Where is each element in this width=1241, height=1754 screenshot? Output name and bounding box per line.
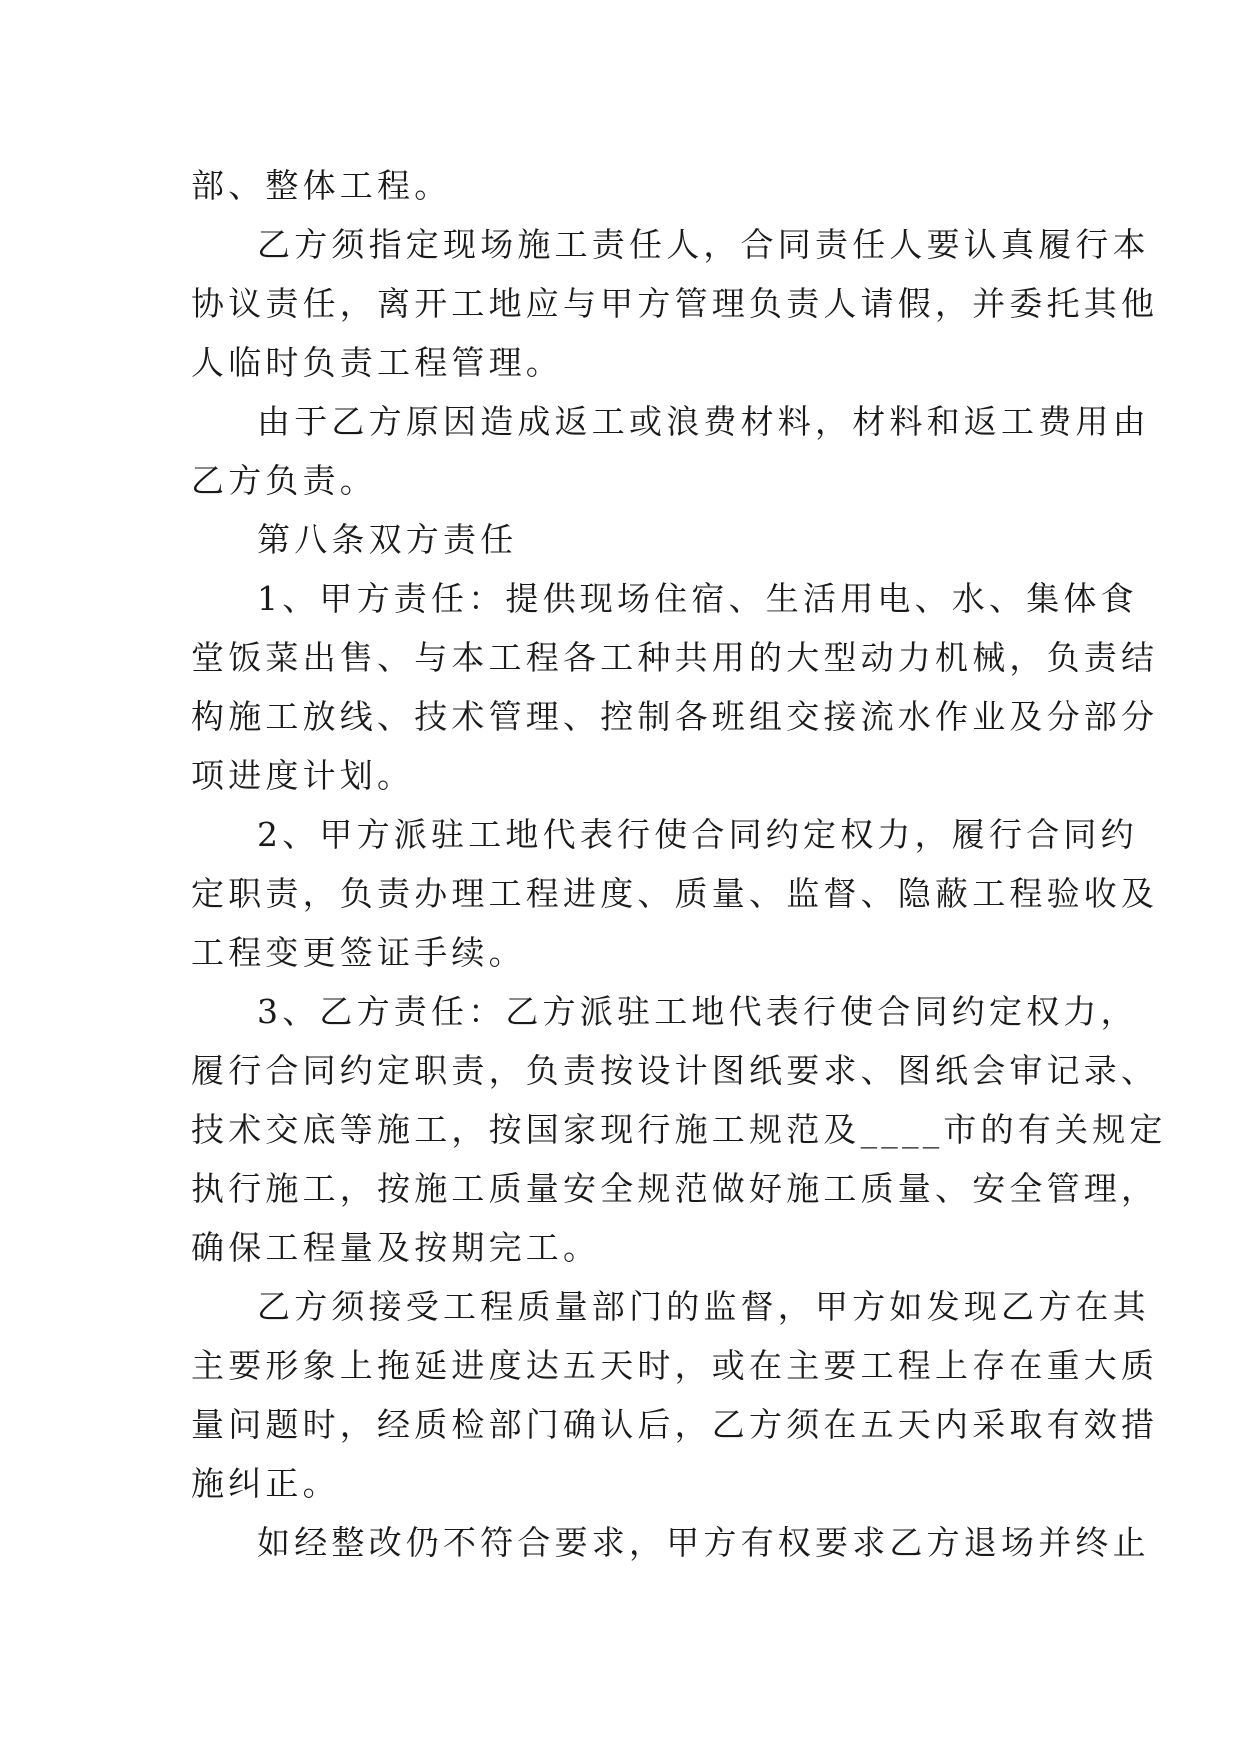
- text-line: 协议责任，离开工地应与甲方管理负责人请假，并委托其他: [191, 284, 1159, 323]
- text-line: 乙方负责。: [191, 461, 377, 500]
- text-line: 构施工放线、技术管理、控制各班组交接流水作业及分部分: [191, 697, 1159, 736]
- text-line: 人临时负责工程管理。: [191, 343, 563, 382]
- text-line: 确保工程量及按期完工。: [191, 1228, 601, 1267]
- text-line: 执行施工，按施工质量安全规范做好施工质量、安全管理，: [191, 1169, 1159, 1208]
- text-line: 乙方须接受工程质量部门的监督，甲方如发现乙方在其: [257, 1287, 1150, 1326]
- text-line: 履行合同约定职责，负责按设计图纸要求、图纸会审记录、: [191, 1051, 1159, 1090]
- document-body: [191, 156, 1167, 1572]
- text-line: 第八条双方责任: [257, 520, 518, 559]
- text-line: 技术交底等施工，按国家现行施工规范及____市的有关规定: [191, 1110, 1167, 1149]
- text-line: 量问题时，经质检部门确认后，乙方须在五天内采取有效措: [191, 1405, 1159, 1444]
- text-line: 由于乙方原因造成返工或浪费材料，材料和返工费用由: [257, 402, 1150, 441]
- text-line: 部、整体工程。: [191, 166, 452, 205]
- text-line: 工程变更签证手续。: [191, 933, 526, 972]
- text-line: 定职责，负责办理工程进度、质量、监督、隐蔽工程验收及: [191, 874, 1159, 913]
- text-line: 堂饭菜出售、与本工程各工种共用的大型动力机械，负责结: [191, 638, 1159, 677]
- text-line: 乙方须指定现场施工责任人，合同责任人要认真履行本: [257, 225, 1150, 264]
- text-line: 1、甲方责任：提供现场住宿、生活用电、水、集体食: [257, 579, 1138, 618]
- text-line: 如经整改仍不符合要求，甲方有权要求乙方退场并终止: [257, 1523, 1150, 1562]
- text-line: 2、甲方派驻工地代表行使合同约定权力，履行合同约: [257, 815, 1138, 854]
- text-line: 施纠正。: [191, 1464, 340, 1503]
- text-line: 3、乙方责任：乙方派驻工地代表行使合同约定权力，: [257, 992, 1138, 1031]
- text-line: 主要形象上拖延进度达五天时，或在主要工程上存在重大质: [191, 1346, 1159, 1385]
- text-line: 项进度计划。: [191, 756, 415, 795]
